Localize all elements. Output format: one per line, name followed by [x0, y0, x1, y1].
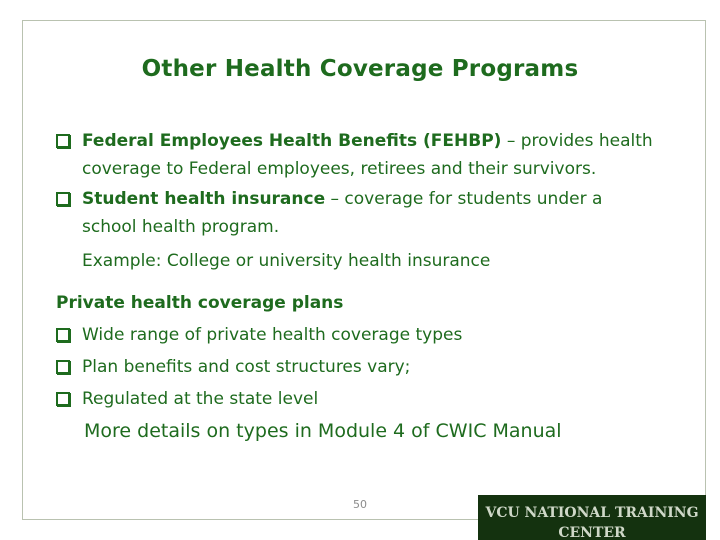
bullet-text: [82, 186, 602, 213]
slide-title: Other Health Coverage Programs: [141, 56, 579, 82]
bullet-text: Plan benefits and cost structures vary;: [82, 357, 411, 377]
bullet-text: Regulated at the state level: [82, 389, 319, 409]
fehbp-rest: – provides health: [501, 131, 653, 151]
bullet-text: [82, 128, 653, 155]
student-line2: school health program.: [82, 217, 280, 237]
fehbp-bold: Federal Employees Health Benefits (FEHBP): [82, 131, 502, 151]
checkbox-bullet-icon: [56, 134, 70, 148]
example-text: Example: College or university health insurance: [82, 251, 491, 271]
student-bold: Student health insurance: [82, 189, 326, 209]
private-heading: Private health coverage plans: [56, 293, 344, 313]
checkbox-bullet-icon: [56, 360, 70, 374]
vcu-logo: [478, 495, 706, 540]
bullet-text: Wide range of private health coverage types: [82, 325, 463, 345]
fehbp-line2: coverage to Federal employees, retirees and their survivors.: [82, 159, 597, 179]
more-details-text: More details on types in Module 4 of CWIC Manual: [84, 420, 562, 442]
checkbox-bullet-icon: [56, 328, 70, 342]
logo-text: VCU NATIONAL TRAINING CENTER: [485, 505, 699, 540]
page-number: 50: [353, 498, 367, 511]
checkbox-bullet-icon: [56, 192, 70, 206]
student-rest: – coverage for students under a: [325, 189, 603, 209]
checkbox-bullet-icon: [56, 392, 70, 406]
